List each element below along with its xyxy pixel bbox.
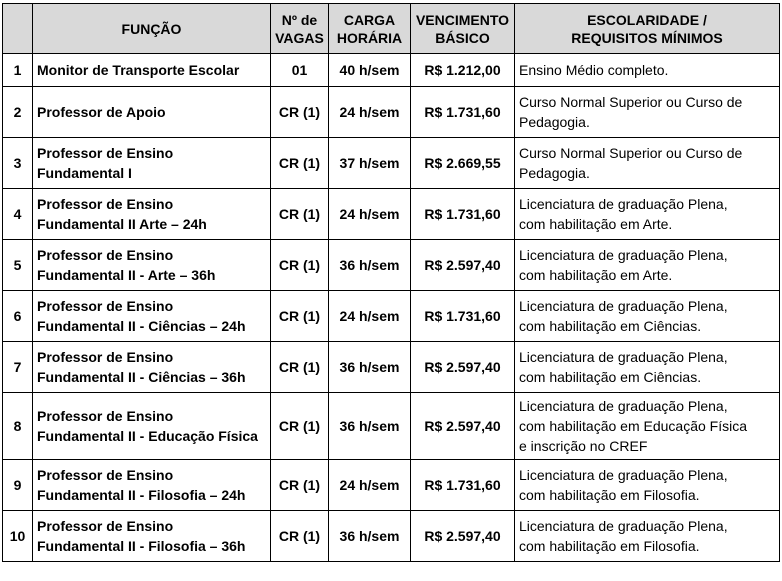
requisitos-cell: Licenciatura de graduação Plena, com habilitação em Filosofia. — [515, 460, 780, 511]
vencimento-cell: R$ 1.731,60 — [411, 460, 515, 511]
vencimento-cell: R$ 1.731,60 — [411, 189, 515, 240]
carga-cell: 36 h/sem — [329, 393, 411, 460]
carga-cell: 40 h/sem — [329, 54, 411, 87]
requisitos-cell: Licenciatura de graduação Plena, com habilitação em Arte. — [515, 189, 780, 240]
vencimento-cell: R$ 1.212,00 — [411, 54, 515, 87]
table-row — [3, 240, 780, 291]
carga-cell: 36 h/sem — [329, 342, 411, 393]
vagas-cell: CR (1) — [271, 342, 329, 393]
funcao-cell: Professor de Ensino Fundamental II - Arte – 36h — [33, 240, 271, 291]
vagas-cell: 01 — [271, 54, 329, 87]
vencimento-cell: R$ 2.597,40 — [411, 240, 515, 291]
vagas-cell: CR (1) — [271, 460, 329, 511]
requisitos-cell: Licenciatura de graduação Plena, com habilitação em Ciências. — [515, 291, 780, 342]
table-row — [3, 87, 780, 138]
row-number: 10 — [3, 511, 33, 562]
vencimento-cell: R$ 2.597,40 — [411, 393, 515, 460]
carga-cell: 36 h/sem — [329, 240, 411, 291]
vencimento-cell: R$ 1.731,60 — [411, 291, 515, 342]
vagas-cell: CR (1) — [271, 189, 329, 240]
funcao-cell: Professor de Ensino Fundamental I — [33, 138, 271, 189]
requisitos-cell: Licenciatura de graduação Plena, com habilitação em Filosofia. — [515, 511, 780, 562]
requisitos-cell: Licenciatura de graduação Plena, com habilitação em Educação Física e inscrição no CREF — [515, 393, 780, 460]
header-row — [3, 4, 780, 54]
row-number: 5 — [3, 240, 33, 291]
table-row — [3, 54, 780, 87]
header-carga: CARGA HORÁRIA — [329, 4, 411, 54]
row-number: 7 — [3, 342, 33, 393]
table-row — [3, 511, 780, 562]
positions-table — [2, 3, 780, 562]
row-number: 3 — [3, 138, 33, 189]
funcao-cell: Professor de Ensino Fundamental II - Ciências – 24h — [33, 291, 271, 342]
funcao-cell: Professor de Ensino Fundamental II - Ciências – 36h — [33, 342, 271, 393]
funcao-cell: Professor de Apoio — [33, 87, 271, 138]
header-vencimento: VENCIMENTO BÁSICO — [411, 4, 515, 54]
row-number: 9 — [3, 460, 33, 511]
vagas-cell: CR (1) — [271, 138, 329, 189]
vencimento-cell: R$ 2.597,40 — [411, 342, 515, 393]
header-escolaridade: ESCOLARIDADE / REQUISITOS MÍNIMOS — [515, 4, 780, 54]
row-number: 4 — [3, 189, 33, 240]
carga-cell: 37 h/sem — [329, 138, 411, 189]
funcao-cell: Professor de Ensino Fundamental II - Educação Física — [33, 393, 271, 460]
table-row — [3, 189, 780, 240]
requisitos-cell: Licenciatura de graduação Plena, com habilitação em Ciências. — [515, 342, 780, 393]
carga-cell: 36 h/sem — [329, 511, 411, 562]
vencimento-cell: R$ 1.731,60 — [411, 87, 515, 138]
table-row — [3, 291, 780, 342]
header-vagas: Nº de VAGAS — [271, 4, 329, 54]
row-number: 2 — [3, 87, 33, 138]
vagas-cell: CR (1) — [271, 511, 329, 562]
carga-cell: 24 h/sem — [329, 87, 411, 138]
requisitos-cell: Ensino Médio completo. — [515, 54, 780, 87]
table-row — [3, 342, 780, 393]
requisitos-cell: Curso Normal Superior ou Curso de Pedagogia. — [515, 138, 780, 189]
vagas-cell: CR (1) — [271, 87, 329, 138]
table-row — [3, 138, 780, 189]
requisitos-cell: Licenciatura de graduação Plena, com habilitação em Arte. — [515, 240, 780, 291]
funcao-cell: Monitor de Transporte Escolar — [33, 54, 271, 87]
row-number: 1 — [3, 54, 33, 87]
header-num — [3, 4, 33, 54]
row-number: 8 — [3, 393, 33, 460]
vencimento-cell: R$ 2.669,55 — [411, 138, 515, 189]
vagas-cell: CR (1) — [271, 240, 329, 291]
carga-cell: 24 h/sem — [329, 189, 411, 240]
requisitos-cell: Curso Normal Superior ou Curso de Pedagogia. — [515, 87, 780, 138]
carga-cell: 24 h/sem — [329, 460, 411, 511]
carga-cell: 24 h/sem — [329, 291, 411, 342]
table-row — [3, 393, 780, 460]
row-number: 6 — [3, 291, 33, 342]
funcao-cell: Professor de Ensino Fundamental II - Filosofia – 36h — [33, 511, 271, 562]
funcao-cell: Professor de Ensino Fundamental II - Filosofia – 24h — [33, 460, 271, 511]
table-row — [3, 460, 780, 511]
header-funcao: FUNÇÃO — [33, 4, 271, 54]
funcao-cell: Professor de Ensino Fundamental II Arte – 24h — [33, 189, 271, 240]
vencimento-cell: R$ 2.597,40 — [411, 511, 515, 562]
vagas-cell: CR (1) — [271, 393, 329, 460]
vagas-cell: CR (1) — [271, 291, 329, 342]
